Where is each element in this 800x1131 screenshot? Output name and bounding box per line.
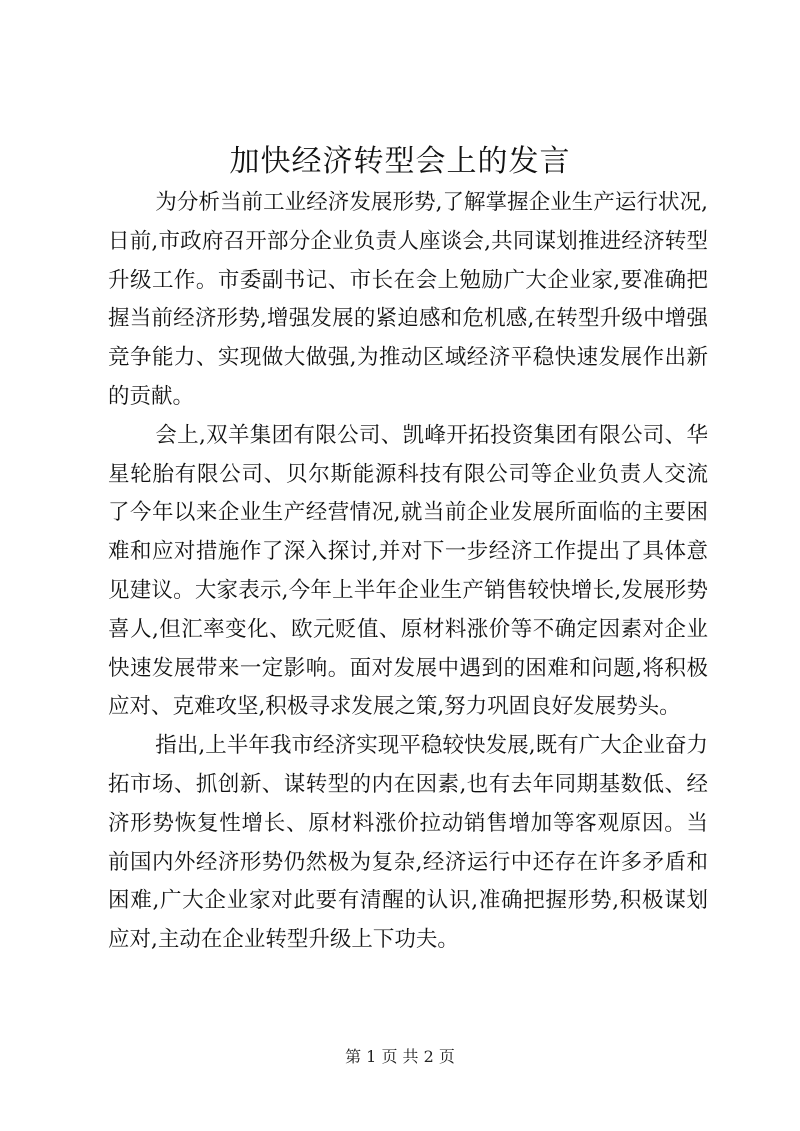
page-number-footer: 第 1 页 共 2 页 <box>345 1047 455 1066</box>
paragraph: 为分析当前工业经济发展形势,了解掌握企业生产运行状况,日前,市政府召开部分企业负责人座谈会,共同谋划推进经济转型升级工作。市委副书记、市长在会上勉励广大企业家,要准确把握当前经济形势,增强发展的紧迫感和危机感,在转型升级中增强竞争能力、实现做大做强,为推动区域经济平稳快速发展作出新的贡献。 <box>108 190 708 409</box>
paragraph: 指出,上半年我市经济实现平稳较快发展,既有广大企业奋力拓市场、抓创新、谋转型的内在因素,也有去年同期基数低、经济形势恢复性增长、原材料涨价拉动销售增加等客观原因。当前国内外经济形势仍然极为复杂,经济运行中还存在许多矛盾和困难,广大企业家对此要有清醒的认识,准确把握形势,积极谋划应对,主动在企业转型升级上下功夫。 <box>108 733 708 953</box>
document-body <box>108 184 708 960</box>
paragraph: 会上,双羊集团有限公司、凯峰开拓投资集团有限公司、华星轮胎有限公司、贝尔斯能源科技有限公司等企业负责人交流了今年以来企业生产经营情况,就当前企业发展所面临的主要困难和应对措施作了深入探讨,并对下一步经济工作提出了具体意见建议。大家表示,今年上半年企业生产销售较快增长,发展形势喜人,但汇率变化、欧元贬值、原材料涨价等不确定因素对企业快速发展带来一定影响。面对发展中遇到的困难和问题,将积极应对、克难攻坚,积极寻求发展之策,努力巩固良好发展势头。 <box>108 422 708 720</box>
document-title: 加快经济转型会上的发言 <box>229 144 571 179</box>
